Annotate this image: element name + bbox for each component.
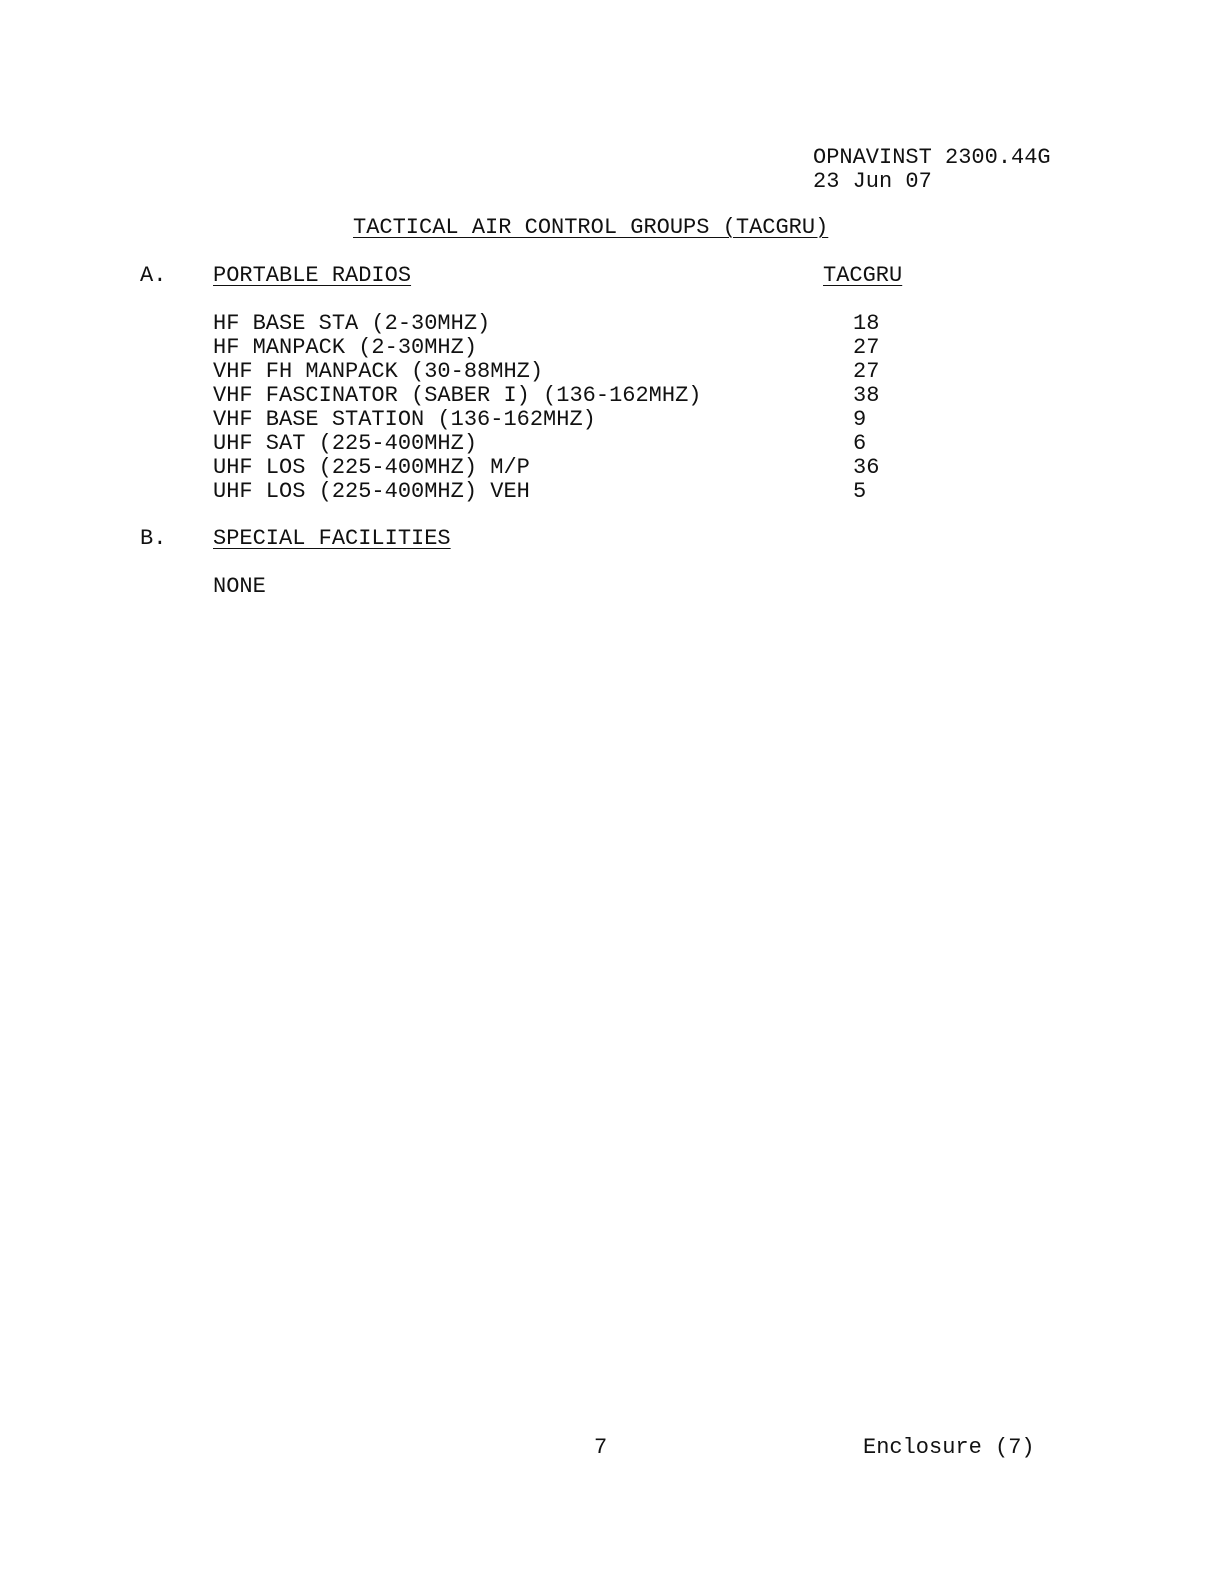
radio-qty: 27 (853, 335, 880, 360)
radio-qty: 38 (853, 383, 880, 408)
radio-name: HF MANPACK (2-30MHZ) (213, 335, 478, 360)
radio-qty: 9 (853, 407, 867, 432)
section-b-letter: B. (140, 526, 167, 551)
radio-name: UHF LOS (225-400MHZ) M/P (213, 455, 530, 480)
tacgru-column-header: TACGRU (823, 263, 903, 288)
list-item (0, 360, 1212, 384)
radio-qty: 36 (853, 455, 880, 480)
list-item (0, 432, 1212, 456)
radio-name: VHF FH MANPACK (30-88MHZ) (213, 359, 544, 384)
radio-qty: 27 (853, 359, 880, 384)
radio-qty: 6 (853, 431, 867, 456)
radio-name: VHF BASE STATION (136-162MHZ) (213, 407, 596, 432)
radio-name: UHF SAT (225-400MHZ) (213, 431, 478, 456)
page-number: 7 (594, 1435, 608, 1460)
enclosure-label: Enclosure (7) (863, 1435, 1035, 1460)
list-item (0, 456, 1212, 480)
list-item (0, 480, 1212, 504)
radio-qty: 18 (853, 311, 880, 336)
radio-name: UHF LOS (225-400MHZ) VEH (213, 479, 530, 504)
radio-name: HF BASE STA (2-30MHZ) (213, 311, 491, 336)
section-a-letter: A. (140, 263, 167, 288)
list-item (0, 408, 1212, 432)
section-a-heading: PORTABLE RADIOS (213, 263, 412, 288)
doc-date: 23 Jun 07 (813, 169, 932, 194)
list-item (0, 312, 1212, 336)
radio-qty: 5 (853, 479, 867, 504)
section-b-body: NONE (213, 574, 266, 599)
list-item (0, 336, 1212, 360)
doc-number: OPNAVINST 2300.44G (813, 145, 1051, 170)
section-b-heading: SPECIAL FACILITIES (213, 526, 451, 551)
radio-name: VHF FASCINATOR (SABER I) (136-162MHZ) (213, 383, 702, 408)
list-item (0, 384, 1212, 408)
page-title: TACTICAL AIR CONTROL GROUPS (TACGRU) (353, 215, 829, 240)
